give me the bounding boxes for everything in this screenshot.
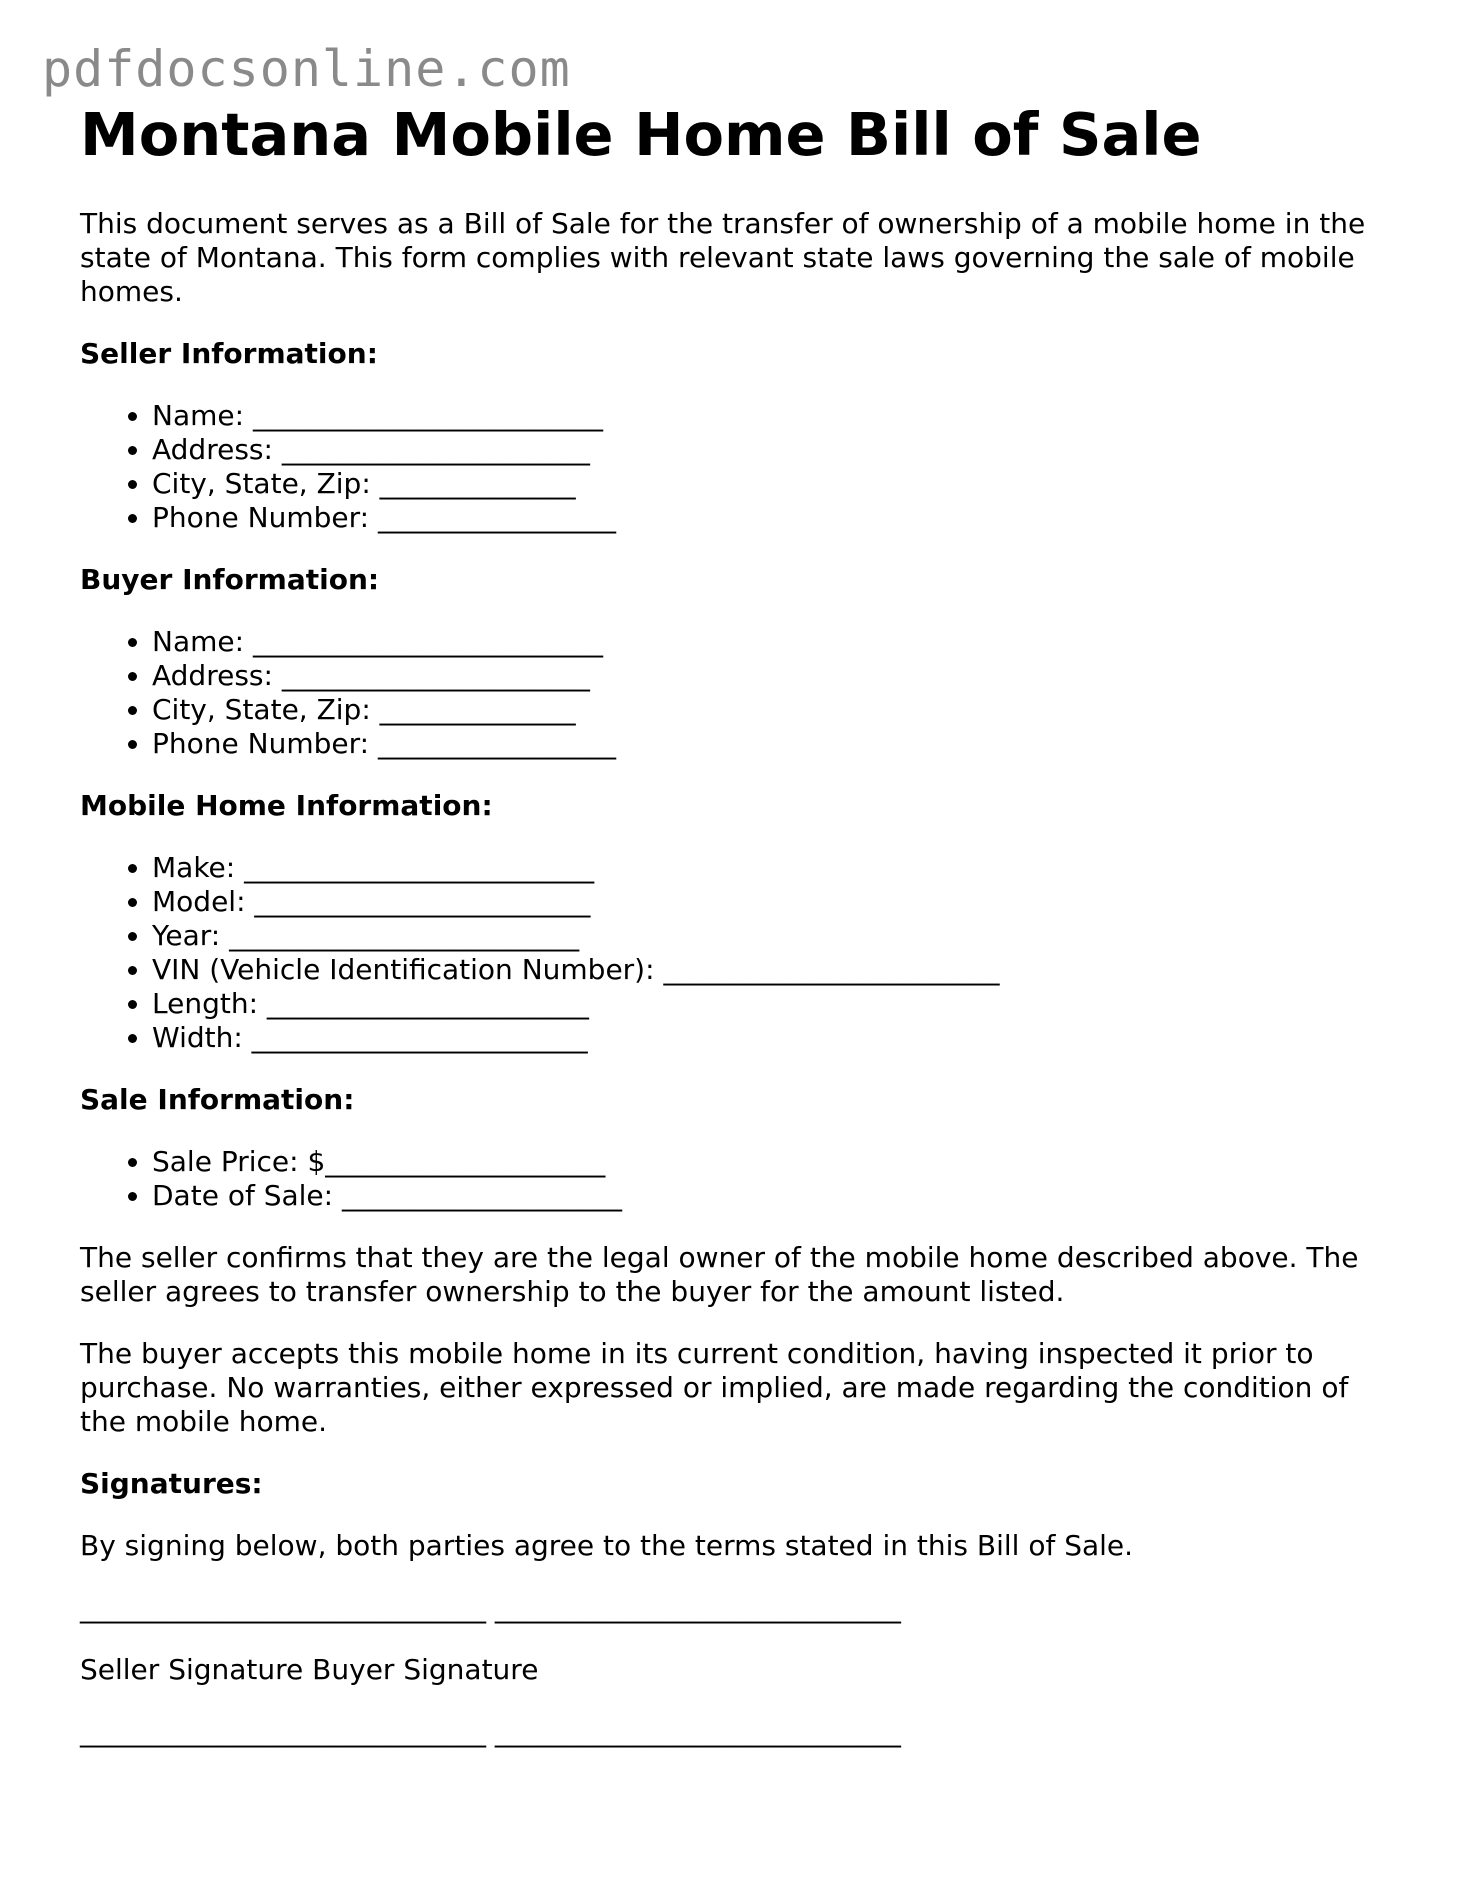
width-field[interactable]: • Width: ________________________ [152,1021,1400,1055]
seller-phone-field[interactable]: • Phone Number: _________________ [152,501,1400,535]
buyer-phone-field[interactable]: • Phone Number: _________________ [152,727,1400,761]
ownership-paragraph: The seller confirms that they are the legal owner of the mobile home described above. The seller agrees to transfer ownership to the buyer for the amount listed. [80,1240,1359,1308]
condition-paragraph: The buyer accepts this mobile home in its current condition, having inspected it prior to purchase. No warranties, either expressed or implied, are made regarding the condition of the mobile home. [80,1336,1349,1438]
buyer-field-list [80,625,1400,761]
seller-address-field[interactable]: • Address: ______________________ [152,433,1400,467]
signatures-heading: Signatures: [80,1466,263,1500]
watermark: pdfdocsonline.com [42,40,571,98]
seller-city-state-zip-field[interactable]: • City, State, Zip: ______________ [152,467,1400,501]
sale-heading: Sale Information: [80,1082,355,1116]
year-field[interactable]: • Year: _________________________ [152,919,1400,953]
buyer-heading: Buyer Information: [80,562,380,596]
seller-heading: Seller Information: [80,336,378,370]
seller-field-list [80,399,1400,535]
sale-field-list [80,1145,1400,1213]
document-title: Montana Mobile Home Bill of Sale [80,100,1202,169]
mobile-home-heading: Mobile Home Information: [80,788,493,822]
buyer-name-field[interactable]: • Name: _________________________ [152,625,1400,659]
make-field[interactable]: • Make: _________________________ [152,851,1400,885]
signatures-statement: By signing below, both parties agree to the terms stated in this Bill of Sale. [80,1528,1134,1562]
date-lines[interactable]: _____________________________ _____________________________ [80,1714,901,1748]
signature-lines[interactable]: _____________________________ _____________________________ [80,1590,901,1624]
intro-paragraph: This document serves as a Bill of Sale for the transfer of ownership of a mobile home in the state of Montana. This form complies with relevant state laws governing the sale of mobile homes. [80,206,1366,308]
buyer-city-state-zip-field[interactable]: • City, State, Zip: ______________ [152,693,1400,727]
vin-field[interactable]: • VIN (Vehicle Identification Number): ________________________ [152,953,1400,987]
model-field[interactable]: • Model: ________________________ [152,885,1400,919]
signature-labels: Seller Signature Buyer Signature [80,1652,539,1686]
sale-price-field[interactable]: • Sale Price: $____________________ [152,1145,1400,1179]
seller-name-field[interactable]: • Name: _________________________ [152,399,1400,433]
buyer-address-field[interactable]: • Address: ______________________ [152,659,1400,693]
document-body [80,100,1400,1749]
date-of-sale-field[interactable]: • Date of Sale: ____________________ [152,1179,1400,1213]
length-field[interactable]: • Length: _______________________ [152,987,1400,1021]
mobile-home-field-list [80,851,1400,1055]
